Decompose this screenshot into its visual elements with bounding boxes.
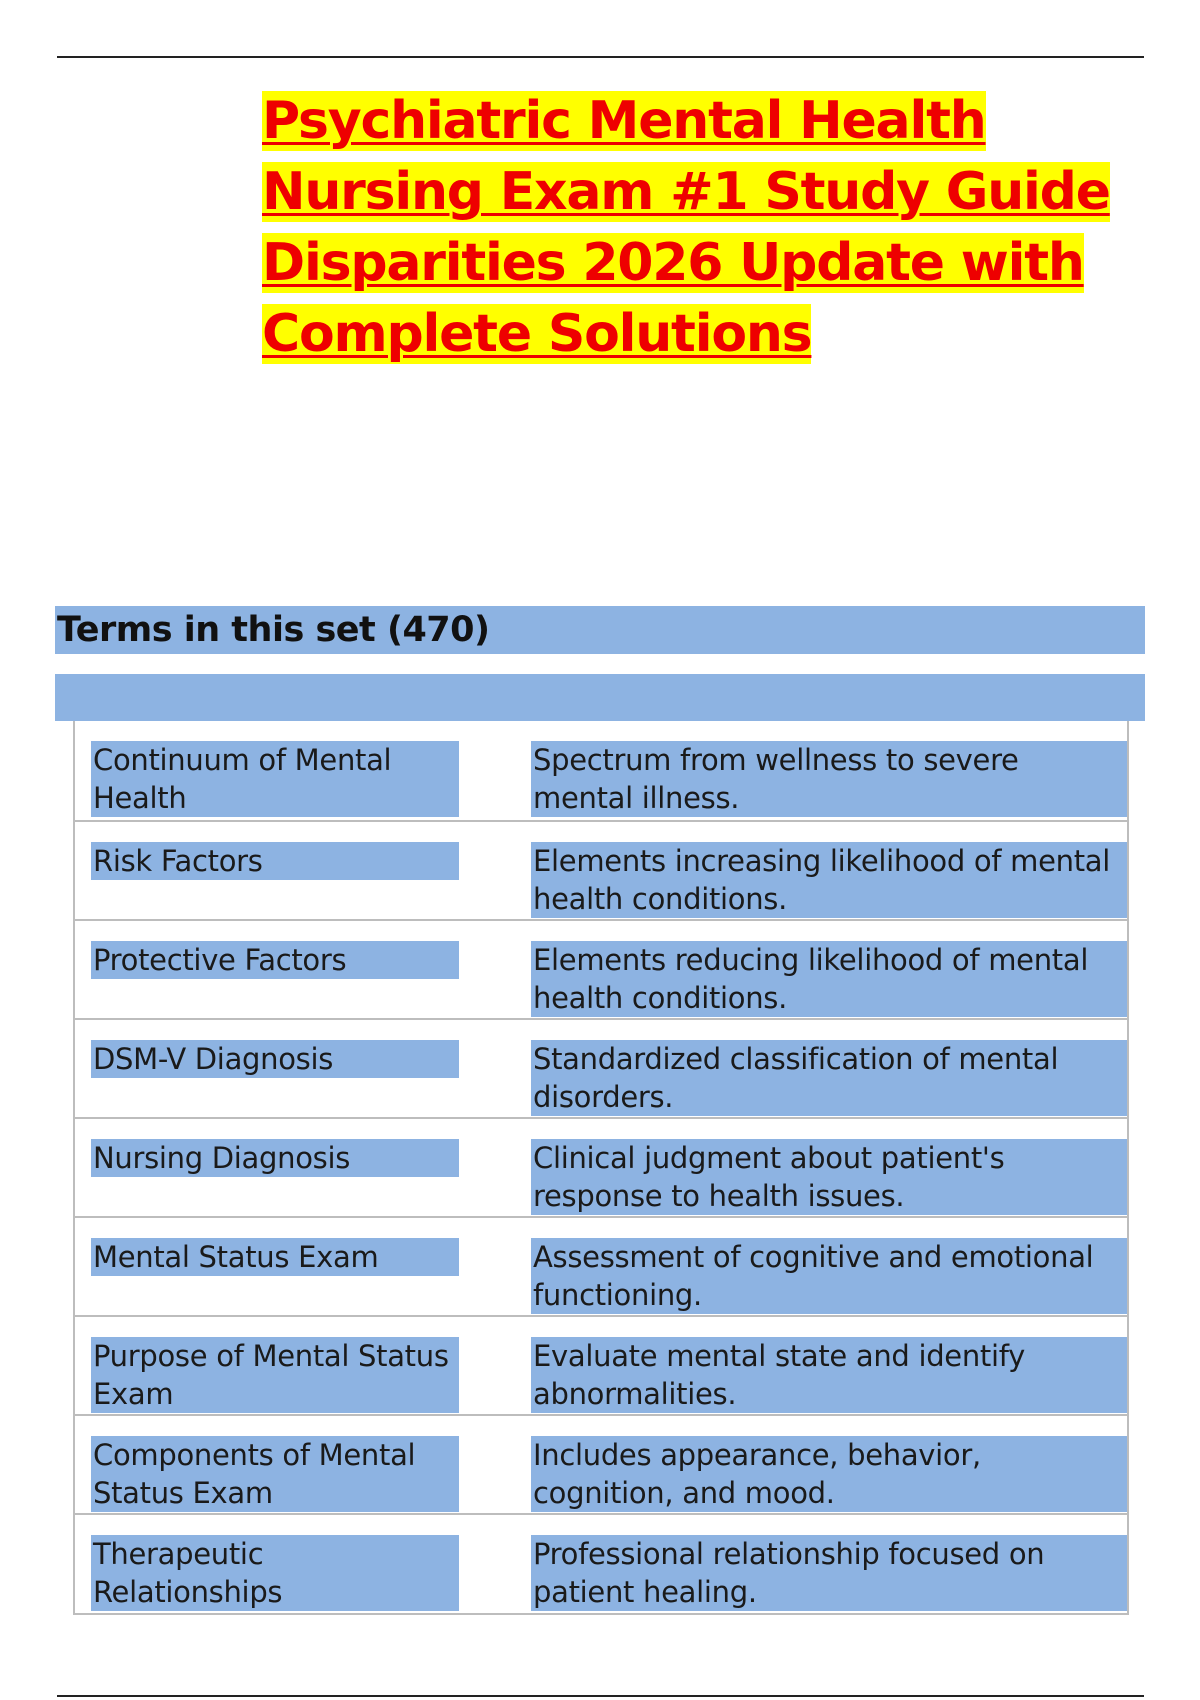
table-row (75, 1216, 1129, 1314)
table-row (75, 721, 1129, 819)
term-cell: Purpose of Mental Status Exam (91, 1337, 459, 1413)
terms-set-header (55, 606, 1145, 654)
terms-set-subbar (55, 674, 1145, 721)
table-row (75, 1117, 1129, 1215)
definition-cell: Assessment of cognitive and emotional functioning. (531, 1238, 1127, 1314)
terms-table (73, 721, 1129, 1615)
document-title (262, 86, 1152, 370)
definition-cell: Includes appearance, behavior, cognition, and mood. (531, 1436, 1127, 1512)
table-row (75, 1018, 1129, 1116)
definition-cell: Clinical judgment about patient's response to health issues. (531, 1139, 1127, 1215)
table-row (75, 1315, 1129, 1413)
term-cell: Therapeutic Relationships (91, 1535, 459, 1611)
term-cell: Continuum of Mental Health (91, 741, 459, 817)
definition-cell: Elements reducing likelihood of mental health conditions. (531, 941, 1127, 1017)
definition-cell: Standardized classification of mental disorders. (531, 1040, 1127, 1116)
term-cell: Nursing Diagnosis (91, 1139, 459, 1177)
top-rule (57, 56, 1144, 58)
term-cell: Mental Status Exam (91, 1238, 459, 1276)
term-cell: Components of Mental Status Exam (91, 1436, 459, 1512)
table-row (75, 1414, 1129, 1512)
table-row (75, 820, 1129, 918)
definition-cell: Evaluate mental state and identify abnormalities. (531, 1337, 1127, 1413)
table-row (75, 1513, 1129, 1611)
document-title-text: Psychiatric Mental Health Nursing Exam #1 Study Guide Disparities 2026 Update with Complete Solutions (262, 91, 1110, 364)
term-cell: Protective Factors (91, 941, 459, 979)
term-cell: Risk Factors (91, 842, 459, 880)
term-cell: DSM-V Diagnosis (91, 1040, 459, 1078)
bottom-rule (57, 1695, 1144, 1697)
definition-cell: Elements increasing likelihood of mental health conditions. (531, 842, 1127, 918)
terms-set-header-label: Terms in this set (470) (57, 610, 490, 650)
definition-cell: Spectrum from wellness to severe mental illness. (531, 741, 1127, 817)
table-row (75, 919, 1129, 1017)
definition-cell: Professional relationship focused on patient healing. (531, 1535, 1127, 1611)
